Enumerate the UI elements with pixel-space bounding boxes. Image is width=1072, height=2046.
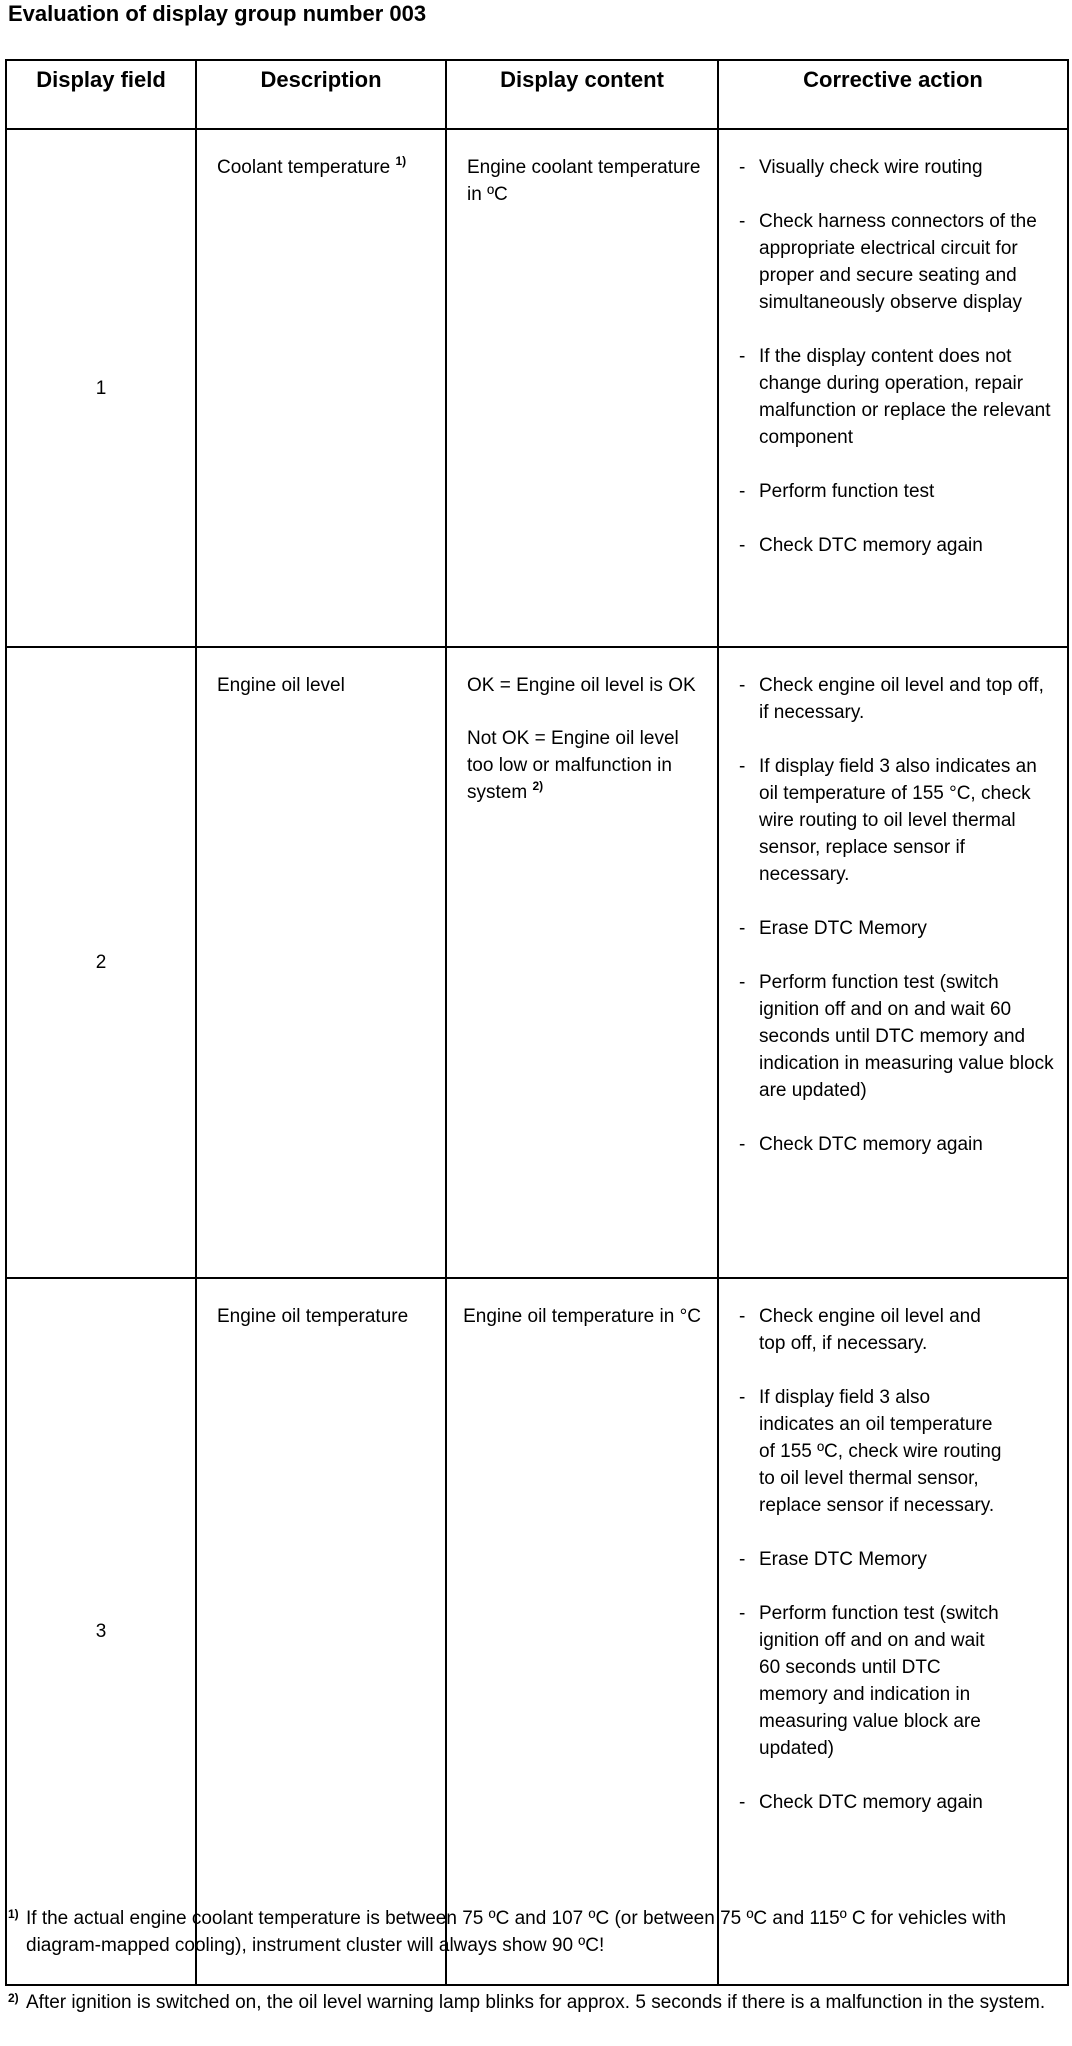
list-item: - Erase DTC Memory bbox=[739, 918, 927, 939]
action-list bbox=[739, 672, 1057, 1158]
footnote-ref: 1) bbox=[395, 154, 407, 168]
action-list bbox=[739, 1303, 1007, 1816]
evaluation-table bbox=[5, 59, 1069, 1986]
footnote-text: If the actual engine coolant temperature is between 75 ºC and 107 ºC (or between 75 ºC and 115º C for vehicles with diagram-mapped cooling), instrument cluster will always show 90 ºC! bbox=[26, 1908, 1007, 1956]
footnote-ref: 2) bbox=[532, 779, 544, 793]
list-item: - Perform function test bbox=[739, 481, 935, 502]
footnotes bbox=[8, 1905, 1058, 2046]
header-description: Description bbox=[196, 60, 446, 129]
display-content-cell bbox=[446, 647, 718, 1278]
list-item: - If the display content does not change during operation, repair malfunction or replace the relevant component bbox=[739, 346, 1051, 448]
display-field-cell: 1 bbox=[6, 129, 196, 647]
display-field-cell: 3 bbox=[6, 1278, 196, 1985]
list-item: - Check engine oil level and top off, if necessary. bbox=[739, 1306, 981, 1354]
corrective-action-cell bbox=[718, 1278, 1068, 1985]
description-text: Coolant temperature bbox=[217, 157, 391, 178]
corrective-action-cell bbox=[718, 129, 1068, 647]
table-row bbox=[6, 129, 1068, 647]
header-corrective-action: Corrective action bbox=[718, 60, 1068, 129]
action-list bbox=[739, 154, 1057, 559]
list-item: - Check harness connectors of the appropriate electrical circuit for proper and secure seating and simultaneously observe display bbox=[739, 211, 1037, 313]
footnote bbox=[8, 1989, 1058, 2016]
list-item: - Erase DTC Memory bbox=[739, 1549, 927, 1570]
list-item: - If display field 3 also indicates an oil temperature of 155 °C, check wire routing to oil level thermal sensor, replace sensor if necessary. bbox=[739, 756, 1037, 885]
list-item: - Perform function test (switch ignition off and on and wait 60 seconds until DTC memory and indication in measuring value block are updated) bbox=[739, 1603, 999, 1759]
display-content-cell bbox=[446, 129, 718, 647]
display-content-text: OK = Engine oil level is OK bbox=[467, 675, 696, 696]
list-item: - Perform function test (switch ignition off and on and wait 60 seconds until DTC memory and indication in measuring value block are updated) bbox=[739, 972, 1054, 1101]
list-item: - If display field 3 also indicates an oil temperature of 155 ºC, check wire routing to oil level thermal sensor, replace sensor if necessary. bbox=[739, 1387, 1002, 1516]
page-title: Evaluation of display group number 003 bbox=[8, 1, 427, 26]
header-display-content: Display content bbox=[446, 60, 718, 129]
description-text: Engine oil temperature bbox=[217, 1306, 409, 1327]
list-item: - Check DTC memory again bbox=[739, 1134, 983, 1155]
display-field-cell: 2 bbox=[6, 647, 196, 1278]
display-content-text: Engine coolant temperature in ºC bbox=[467, 157, 701, 205]
description-text: Engine oil level bbox=[217, 675, 345, 696]
table-header-row bbox=[6, 60, 1068, 129]
display-content-text: Not OK = Engine oil level too low or malfunction in system $^{2)}$ bbox=[467, 728, 679, 803]
description-cell bbox=[196, 129, 446, 647]
table-row bbox=[6, 1278, 1068, 1985]
description-cell bbox=[196, 1278, 446, 1985]
description-cell bbox=[196, 647, 446, 1278]
corrective-action-cell bbox=[718, 647, 1068, 1278]
list-item: - Check DTC memory again bbox=[739, 1792, 983, 1813]
display-content-cell bbox=[446, 1278, 718, 1985]
footnote-text: After ignition is switched on, the oil level warning lamp blinks for approx. 5 seconds if there is a malfunction in the system. bbox=[26, 1992, 1046, 2013]
list-item: - Check DTC memory again bbox=[739, 535, 983, 556]
header-display-field: Display field bbox=[6, 60, 196, 129]
display-content-text: Engine oil temperature in °C bbox=[463, 1306, 701, 1327]
footnote bbox=[8, 1905, 1058, 1959]
footnote-mark: 1) bbox=[8, 1907, 19, 1921]
list-item: - Check engine oil level and top off, if necessary. bbox=[739, 675, 1044, 723]
list-item: - Visually check wire routing bbox=[739, 157, 983, 178]
footnote-mark: 2) bbox=[8, 1991, 19, 2005]
table-row bbox=[6, 647, 1068, 1278]
